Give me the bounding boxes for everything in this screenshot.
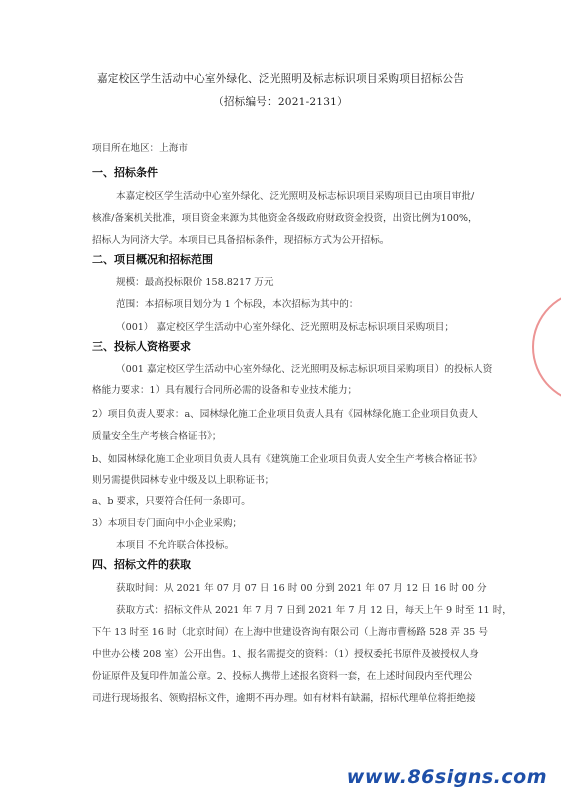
section-3-line-6: 则另需提供园林专业中级及以上职称证书；	[92, 475, 275, 486]
section-3-line-8: 3）本项目专门面向中小企业采购；	[92, 518, 243, 529]
section-3-line-9: 本项目 不允许联合体投标。	[116, 540, 235, 551]
section-3-line-5: b、如园林绿化施工企业项目负责人具有《建筑施工企业项目负责人安全生产考核合格证书》	[92, 454, 482, 465]
section-4-line-1: 获取时间：从 2021 年 07 月 07 日 16 时 00 分到 2021 年 07 月 12 日 16 时 00 分	[116, 583, 487, 594]
section-4-line-3: 下午 13 时至 16 时（北京时间）在上海中世建设咨询有限公司（上海市曹杨路 528 弄 35 号	[92, 627, 488, 638]
section-3-line-4: 质量安全生产考核合格证书》；	[92, 431, 222, 442]
section-3-line-7: a、b 要求，只要符合任何一条即可。	[92, 496, 251, 507]
section-heading-4: 四、招标文件的获取	[92, 558, 191, 571]
project-location: 项目所在地区：上海市	[92, 143, 188, 154]
section-heading-3: 三、投标人资格要求	[92, 340, 191, 353]
section-heading-2: 二、项目概况和招标范围	[92, 253, 213, 266]
section-4-line-2: 获取方式：招标文件从 2021 年 7 月 7 日到 2021 年 7 月 12 日，每天上午 9 时至 11 时，	[116, 605, 512, 616]
section-3-line-3: 2）项目负责人要求：a、园林绿化施工企业项目负责人具有《园林绿化施工企业项目负责人	[92, 409, 478, 420]
section-3-line-2: 格能力要求：1）具有履行合同所必需的设备和专业技术能力；	[92, 385, 358, 396]
section-1-line-3: 招标人为同济大学。本项目已具备招标条件，现招标方式为公开招标。	[92, 235, 390, 246]
section-4-line-5: 份证原件及复印件加盖公章。2、投标人携带上述报名资料一套，在上述时间段内至代理公	[92, 671, 473, 682]
section-1-line-1: 本嘉定校区学生活动中心室外绿化、泛光照明及标志标识项目采购项目已由项目审批/	[116, 191, 475, 202]
section-2-line-3: （001） 嘉定校区学生活动中心室外绿化、泛光照明及标志标识项目采购项目；	[116, 322, 454, 333]
section-3-line-1: （001 嘉定校区学生活动中心室外绿化、泛光照明及标志标识项目采购项目）的投标人资	[116, 364, 493, 375]
section-4-line-4: 中世办公楼 208 室）公开出售。1、报名需提交的资料：（1）授权委托书原件及被授权人身	[92, 649, 479, 660]
section-2-line-2: 范围：本招标项目划分为 1 个标段，本次招标为其中的：	[116, 299, 359, 310]
section-1-line-2: 核准/备案机关批准，项目资金来源为其他资金各级政府财政资金投资，出资比例为100%，	[92, 213, 478, 224]
site-watermark: www.86signs.com	[346, 766, 547, 788]
official-seal	[532, 290, 561, 404]
tender-number: （招标编号：2021-2131）	[213, 96, 348, 108]
section-2-line-1: 规模：最高投标限价 158.8217 万元	[116, 277, 274, 288]
document-title: 嘉定校区学生活动中心室外绿化、泛光照明及标志标识项目采购项目招标公告	[97, 73, 464, 85]
section-heading-1: 一、招标条件	[92, 166, 158, 179]
section-4-line-6: 司进行现场报名、领购招标文件，逾期不再办理。如有材料有缺漏，招标代理单位将拒绝接	[92, 693, 476, 704]
